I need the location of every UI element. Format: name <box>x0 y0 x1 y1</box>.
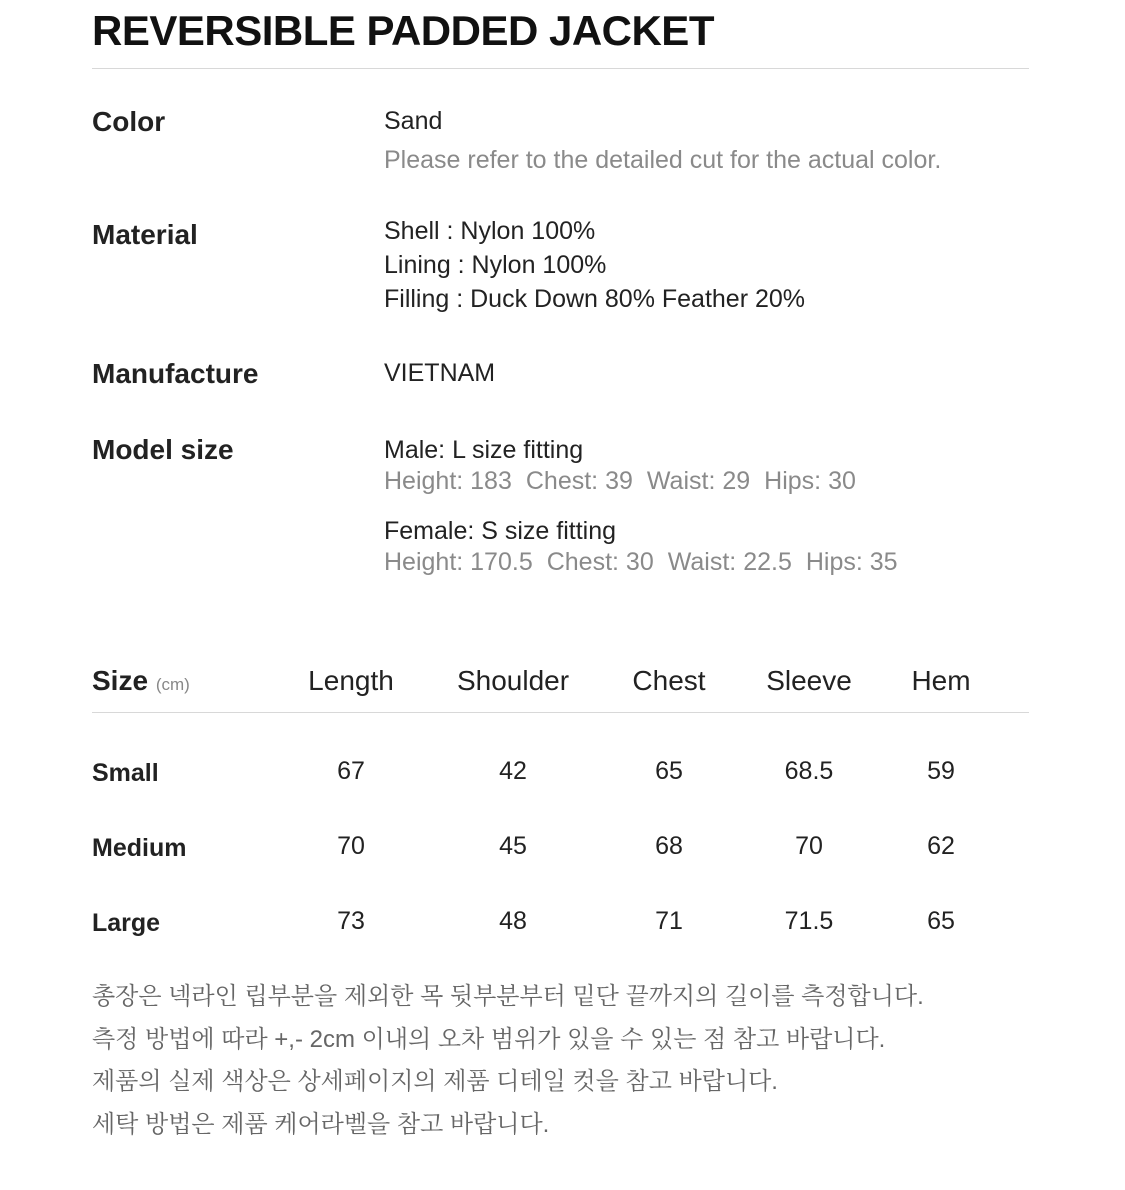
female-specs <box>384 546 912 578</box>
female-hips: Hips: 35 <box>805 548 898 576</box>
color-label: Color <box>92 106 166 137</box>
table-cell: 71 <box>655 907 683 935</box>
female-fit: Female: S size fitting <box>384 517 617 545</box>
col-sleeve: Sleeve <box>766 665 852 696</box>
male-waist: Waist: 29 <box>646 467 751 495</box>
table-cell: 65 <box>927 907 955 935</box>
table-cell: 73 <box>337 907 365 935</box>
table-cell: 62 <box>927 832 955 860</box>
col-shoulder: Shoulder <box>456 665 570 696</box>
size-unit: (cm) <box>155 675 190 694</box>
row-medium-label: Medium <box>92 834 187 862</box>
table-cell: 68.5 <box>784 757 834 785</box>
male-height: Height: 183 <box>384 467 512 495</box>
size-header-label: Size <box>92 665 149 696</box>
table-cell: 71.5 <box>784 907 834 935</box>
manufacture-label: Manufacture <box>92 358 259 389</box>
table-cell: 70 <box>337 832 365 860</box>
size-header <box>92 663 190 703</box>
male-hips: Hips: 30 <box>764 467 856 495</box>
note-care-label: 세탁 방법은 제품 케어라벨을 참고 바랍니다. <box>92 1111 550 1138</box>
material-label: Material <box>92 219 198 250</box>
table-cell: 59 <box>927 757 955 785</box>
table-cell: 70 <box>795 832 823 860</box>
material-lining: Lining : Nylon 100% <box>384 251 607 279</box>
color-note: Please refer to the detailed cut for the actual color. <box>384 146 942 174</box>
manufacture-value: VIETNAM <box>384 359 496 387</box>
female-height: Height: 170.5 <box>384 548 533 576</box>
note-length-measurement: 총장은 넥라인 립부분을 제외한 목 뒷부분부터 밑단 끝까지의 길이를 측정합니다. <box>92 983 924 1010</box>
material-filling: Filling : Duck Down 80% Feather 20% <box>384 285 806 313</box>
col-length: Length <box>308 665 394 696</box>
material-shell: Shell : Nylon 100% <box>384 217 596 245</box>
female-chest: Chest: 30 <box>546 548 654 576</box>
male-chest: Chest: 39 <box>525 467 633 495</box>
male-fit: Male: L size fitting <box>384 436 584 464</box>
male-specs <box>384 465 870 497</box>
table-cell: 48 <box>499 907 527 935</box>
female-waist: Waist: 22.5 <box>667 548 792 576</box>
note-tolerance: 측정 방법에 따라 +,- 2cm 이내의 오차 범위가 있을 수 있는 점 참고 바랍니다. <box>92 1026 886 1053</box>
row-small-label: Small <box>92 759 159 787</box>
table-cell: 68 <box>655 832 683 860</box>
product-title: REVERSIBLE PADDED JACKET <box>92 7 714 54</box>
table-cell: 45 <box>499 832 527 860</box>
color-value: Sand <box>384 107 443 135</box>
model-size-label: Model size <box>92 434 234 465</box>
col-chest: Chest <box>632 665 706 696</box>
title-divider <box>92 68 1029 69</box>
table-cell: 42 <box>499 757 527 785</box>
col-hem: Hem <box>911 665 971 696</box>
row-large-label: Large <box>92 909 161 937</box>
table-divider <box>92 712 1029 713</box>
table-cell: 65 <box>655 757 683 785</box>
table-cell: 67 <box>337 757 365 785</box>
note-actual-color: 제품의 실제 색상은 상세페이지의 제품 디테일 컷을 참고 바랍니다. <box>92 1068 778 1095</box>
